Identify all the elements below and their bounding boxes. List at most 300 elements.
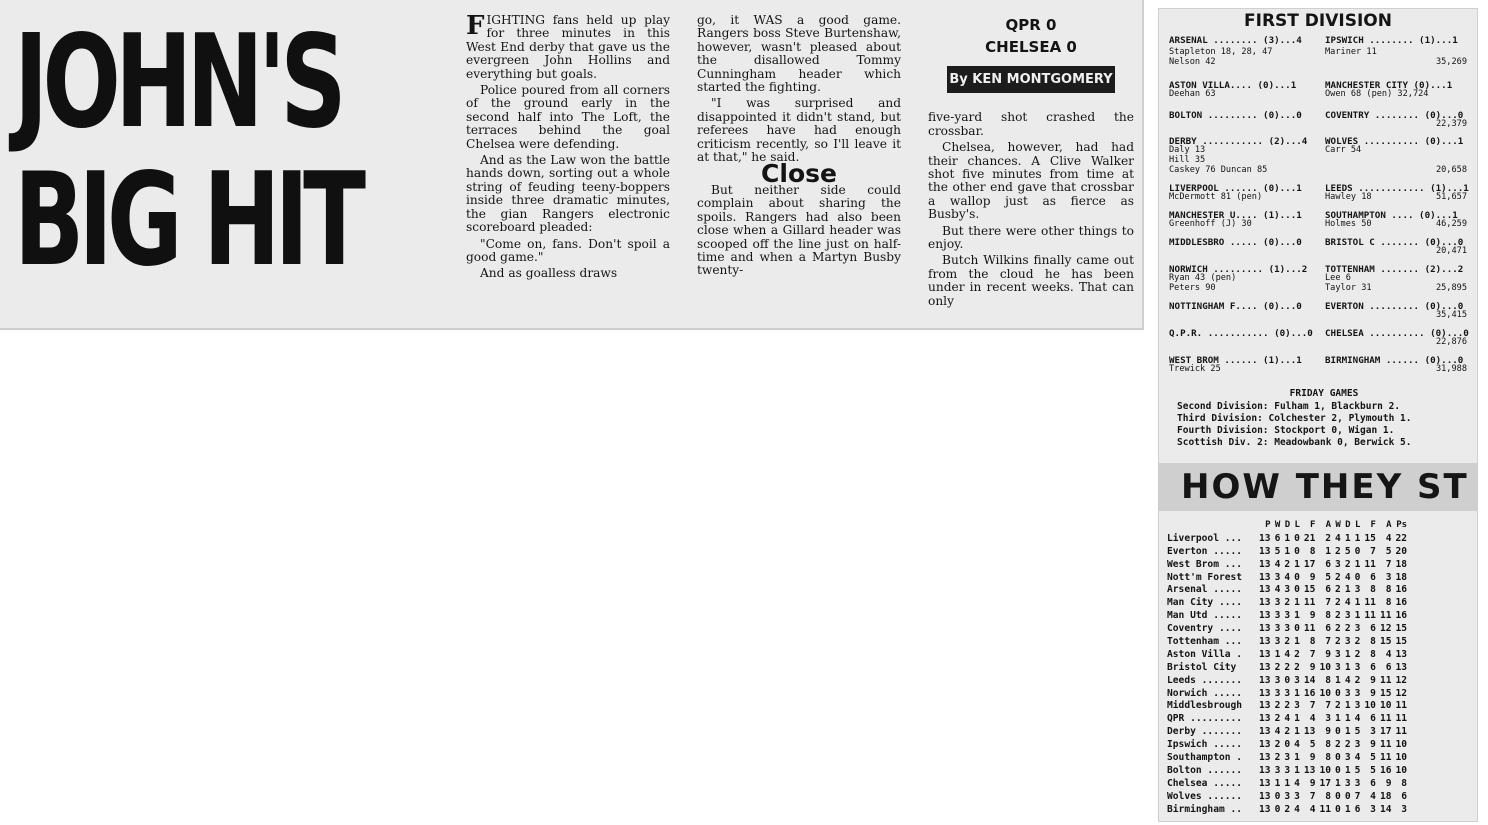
table-cell: 4: [1274, 726, 1281, 738]
table-cell: 9: [1325, 726, 1332, 738]
table-cell: 13: [1395, 661, 1408, 673]
table-cell: 7: [1309, 648, 1316, 660]
table-cell: 2: [1344, 623, 1351, 635]
match-result: [1165, 183, 1471, 210]
table-cell: 3: [1274, 674, 1281, 686]
team-name: Bolton ......: [1167, 764, 1243, 776]
table-cell: 0: [1354, 545, 1361, 557]
away-scorers: Lee 6: [1325, 273, 1351, 283]
table-cell: 2: [1354, 648, 1361, 660]
table-cell: 18: [1379, 790, 1392, 802]
table-cell: 6: [1370, 661, 1376, 673]
table-cell: 4: [1284, 648, 1291, 660]
table-cell: 3: [1284, 790, 1291, 802]
table-cell: 10: [1395, 739, 1408, 751]
table-cell: 3: [1274, 687, 1281, 699]
table-cell: 3: [1401, 803, 1408, 815]
table-cell: 13: [1259, 545, 1271, 557]
table-cell: 1: [1344, 764, 1351, 776]
table-cell: 3: [1335, 648, 1341, 660]
match-result: [1165, 237, 1471, 264]
table-cell: 13: [1259, 700, 1271, 712]
table-cell: 3: [1370, 726, 1376, 738]
table-cell: 7: [1325, 597, 1332, 609]
paragraph: Butch Wilkins finally came out from the cloud he has been under in recent weeks. That can only: [928, 253, 1134, 308]
column-header: A: [1325, 520, 1332, 531]
table-row: [1165, 790, 1409, 803]
article-column-1: [466, 11, 670, 284]
away-team: CHELSEA .......... (0)...0: [1325, 328, 1469, 339]
paragraph: And as goalless draws: [480, 266, 618, 281]
table-cell: 3: [1344, 635, 1351, 647]
table-cell: 3: [1274, 571, 1281, 583]
table-cell: 0: [1274, 803, 1281, 815]
table-cell: 6: [1370, 571, 1376, 583]
home-scorers: Daly 13: [1169, 145, 1206, 155]
table-cell: 10: [1395, 751, 1408, 763]
table-cell: 8: [1370, 635, 1376, 647]
table-cell: 1: [1335, 777, 1341, 789]
table-cell: 11: [1379, 713, 1392, 725]
away-scorers: Hawley 18: [1325, 192, 1372, 202]
table-row: [1165, 596, 1409, 609]
table-cell: 2: [1335, 610, 1341, 622]
table-cell: 0: [1335, 687, 1341, 699]
table-cell: 2: [1294, 661, 1300, 673]
table-cell: 0: [1335, 790, 1341, 802]
table-cell: 6: [1370, 713, 1376, 725]
table-cell: 2: [1344, 739, 1351, 751]
paragraph: "I was surprised and disappointed it didn't stand, but referees have had enough criticism recently, so I'll leave it at that," he said.: [697, 96, 901, 165]
table-cell: 9: [1309, 571, 1316, 583]
table-cell: 4: [1309, 803, 1316, 815]
table-cell: 5: [1354, 726, 1361, 738]
table-row: [1165, 648, 1409, 661]
table-cell: 3: [1274, 764, 1281, 776]
table-cell: 3: [1335, 661, 1341, 673]
team-name: Everton .....: [1167, 545, 1243, 557]
table-cell: 18: [1395, 571, 1408, 583]
paragraph: But neither side could complain about sharing the spoils. Rangers had also been close when a Gillard header was scooped off the line just on half-time and when a Martyn Busby twenty-: [697, 182, 901, 278]
table-cell: 8: [1325, 739, 1332, 751]
table-cell: 1: [1294, 610, 1300, 622]
table-cell: 22: [1395, 532, 1408, 544]
table-cell: 5: [1325, 571, 1332, 583]
table-cell: 2: [1354, 635, 1361, 647]
team-name: Ipswich .....: [1167, 739, 1243, 751]
match-result: [1165, 210, 1471, 237]
table-cell: 7: [1385, 558, 1392, 570]
table-row: [1165, 803, 1409, 816]
table-cell: 10: [1395, 764, 1408, 776]
table-cell: 11: [1379, 739, 1392, 751]
table-row: [1165, 609, 1409, 622]
column-header: [1165, 519, 1257, 532]
table-cell: 16: [1379, 764, 1392, 776]
table-cell: 6: [1325, 623, 1332, 635]
table-cell: 4: [1274, 584, 1281, 596]
table-cell: 2: [1284, 558, 1291, 570]
table-cell: 1: [1344, 648, 1351, 660]
table-cell: 14: [1379, 803, 1392, 815]
table-cell: 16: [1303, 687, 1316, 699]
friday-result: Second Division: Fulham 1, Blackburn 2.: [1177, 401, 1401, 412]
table-row: [1165, 558, 1409, 571]
column-header: D: [1284, 520, 1291, 531]
table-cell: 0: [1335, 764, 1341, 776]
table-cell: 11: [1395, 726, 1408, 738]
table-cell: 13: [1259, 597, 1271, 609]
table-cell: 1: [1294, 713, 1300, 725]
table-cell: 1: [1335, 674, 1341, 686]
attendance: 20,471: [1435, 246, 1467, 256]
table-cell: 11: [1379, 751, 1392, 763]
table-cell: 1: [1354, 532, 1361, 544]
table-row: [1165, 699, 1409, 712]
away-team: MANCHESTER CITY (0)...1: [1325, 80, 1453, 91]
table-cell: 11: [1379, 610, 1392, 622]
score-away: CHELSEA 0: [985, 38, 1077, 56]
table-cell: 2: [1294, 648, 1300, 660]
away-scorers: Owen 68 (pen) 32,724: [1325, 89, 1429, 99]
table-cell: 17: [1319, 777, 1332, 789]
table-cell: 13: [1259, 764, 1271, 776]
table-cell: 0: [1294, 532, 1300, 544]
table-cell: 10: [1364, 700, 1376, 712]
table-cell: 15: [1364, 532, 1376, 544]
table-cell: 1: [1344, 700, 1351, 712]
table-cell: 4: [1294, 803, 1300, 815]
table-cell: 7: [1309, 700, 1316, 712]
table-row: [1165, 712, 1409, 725]
attendance: 25,895: [1435, 283, 1467, 293]
team-name: West Brom ...: [1167, 558, 1243, 570]
table-cell: 13: [1259, 726, 1271, 738]
table-cell: 13: [1259, 648, 1271, 660]
table-cell: 0: [1335, 803, 1341, 815]
team-name: Aston Villa .: [1167, 648, 1243, 660]
match-result: [1165, 80, 1471, 98]
table-row: [1165, 725, 1409, 738]
home-scorers: McDermott 81 (pen): [1169, 192, 1263, 202]
table-cell: 4: [1344, 597, 1351, 609]
table-cell: 13: [1259, 777, 1271, 789]
table-cell: 2: [1274, 739, 1281, 751]
column-header: A: [1386, 520, 1392, 531]
team-name: Arsenal .....: [1167, 584, 1243, 596]
home-scorers: Ryan 43 (pen): [1169, 273, 1237, 283]
table-cell: 3: [1344, 687, 1351, 699]
table-cell: 9: [1309, 661, 1316, 673]
team-name: Birmingham ..: [1167, 803, 1243, 815]
table-cell: 2: [1284, 726, 1291, 738]
paragraph: And as the Law won the battle hands down, sorting out a whole string of feuding teeny-boppers inside three dramatic minutes, the gian Rangers electronic scoreboard pleaded:: [466, 153, 670, 235]
table-cell: 1: [1354, 597, 1361, 609]
table-cell: 17: [1303, 558, 1316, 570]
table-cell: 2: [1335, 739, 1341, 751]
table-cell: 15: [1395, 623, 1408, 635]
table-cell: 9: [1325, 648, 1332, 660]
table-cell: 2: [1335, 623, 1341, 635]
match-result: [1165, 110, 1471, 128]
table-row: [1165, 583, 1409, 596]
league-table: [1165, 519, 1409, 815]
home-scorers: Stapleton 18, 28, 47: [1169, 47, 1273, 57]
score-home: QPR 0: [1005, 16, 1057, 34]
table-cell: 15: [1395, 635, 1408, 647]
friday-games-title: FRIDAY GAMES: [1289, 388, 1359, 399]
team-name: Man City ....: [1167, 597, 1243, 609]
column-header: F: [1370, 520, 1376, 531]
table-cell: 3: [1284, 584, 1291, 596]
headline-line-1: JOHN'S: [14, 8, 341, 157]
table-cell: 5: [1370, 751, 1376, 763]
paragraph: FIGHTING fans held up play for three minutes in this West End derby that gave us the evergreen John Hollins and everything but goals.: [466, 11, 670, 81]
table-cell: 2: [1335, 597, 1341, 609]
table-row: [1165, 764, 1409, 777]
team-name: Nott'm Forest: [1167, 571, 1243, 583]
table-cell: 10: [1319, 687, 1332, 699]
table-cell: 6: [1354, 803, 1361, 815]
table-cell: 13: [1259, 739, 1271, 751]
table-cell: 5: [1354, 764, 1361, 776]
table-cell: 12: [1395, 674, 1408, 686]
table-cell: 6: [1401, 790, 1408, 802]
table-cell: 11: [1319, 803, 1332, 815]
table-cell: 12: [1395, 687, 1408, 699]
table-cell: 11: [1364, 597, 1376, 609]
attendance: 35,415: [1435, 310, 1467, 320]
team-name: Southampton .: [1167, 751, 1243, 763]
table-cell: 18: [1395, 558, 1408, 570]
table-cell: 7: [1354, 790, 1361, 802]
table-cell: 3: [1274, 610, 1281, 622]
table-cell: 2: [1335, 545, 1341, 557]
results-clipping: [1158, 8, 1478, 822]
table-cell: 3: [1344, 610, 1351, 622]
table-cell: 4: [1309, 713, 1316, 725]
table-cell: 9: [1309, 751, 1316, 763]
table-row: [1165, 571, 1409, 584]
table-cell: 3: [1284, 751, 1291, 763]
table-cell: 6: [1370, 777, 1376, 789]
attendance: 22,379: [1435, 119, 1467, 129]
away-team: LEEDS ............ (1)...1: [1325, 183, 1469, 194]
table-cell: 20: [1395, 545, 1408, 557]
table-cell: 3: [1284, 610, 1291, 622]
table-cell: 4: [1354, 751, 1361, 763]
table-cell: 3: [1335, 558, 1341, 570]
team-name: Coventry ....: [1167, 623, 1243, 635]
table-cell: 13: [1259, 532, 1271, 544]
away-team: BRISTOL C ....... (0)...0: [1325, 237, 1464, 248]
table-cell: 5: [1274, 545, 1281, 557]
home-scorers: Peters 90: [1169, 283, 1216, 293]
table-cell: 2: [1274, 661, 1281, 673]
table-cell: 0: [1284, 739, 1291, 751]
table-cell: 3: [1284, 764, 1291, 776]
table-cell: 2: [1354, 674, 1361, 686]
table-cell: 3: [1385, 571, 1392, 583]
table-cell: 3: [1370, 803, 1376, 815]
match-result: [1165, 264, 1471, 301]
table-row: [1165, 622, 1409, 635]
friday-result: Scottish Div. 2: Meadowbank 0, Berwick 5.: [1177, 437, 1412, 448]
table-cell: 1: [1354, 558, 1361, 570]
column-header: F: [1310, 520, 1316, 531]
table-cell: 3: [1284, 687, 1291, 699]
table-cell: 4: [1385, 532, 1392, 544]
table-cell: 1: [1294, 764, 1300, 776]
table-cell: 8: [1325, 610, 1332, 622]
table-cell: 3: [1284, 623, 1291, 635]
table-cell: 9: [1385, 777, 1392, 789]
table-cell: 3: [1344, 751, 1351, 763]
table-cell: 1: [1294, 558, 1300, 570]
home-team: DERBY ........... (2)...4: [1169, 136, 1308, 147]
table-cell: 1: [1294, 597, 1300, 609]
table-cell: 3: [1354, 584, 1361, 596]
home-team: ASTON VILLA.... (0)...1: [1169, 80, 1297, 91]
table-row: [1165, 777, 1409, 790]
table-cell: 4: [1284, 571, 1291, 583]
attendance: 35,269: [1435, 57, 1467, 67]
table-cell: 11: [1303, 623, 1316, 635]
table-cell: 16: [1395, 610, 1408, 622]
table-cell: 2: [1284, 661, 1291, 673]
table-cell: 2: [1284, 635, 1291, 647]
table-cell: 1: [1294, 687, 1300, 699]
table-row: [1165, 532, 1409, 545]
table-cell: 1: [1335, 713, 1341, 725]
table-cell: 3: [1294, 790, 1300, 802]
table-cell: 4: [1344, 571, 1351, 583]
table-cell: 3: [1274, 635, 1281, 647]
table-cell: 4: [1370, 790, 1376, 802]
table-cell: 13: [1259, 687, 1271, 699]
table-cell: 4: [1385, 648, 1392, 660]
table-cell: 11: [1379, 674, 1392, 686]
table-cell: 2: [1274, 713, 1281, 725]
team-name: Bristol City: [1167, 661, 1237, 673]
table-cell: 10: [1319, 661, 1332, 673]
table-cell: 7: [1325, 700, 1332, 712]
article-column-2: [697, 14, 901, 281]
table-cell: 13: [1303, 764, 1316, 776]
table-cell: 1: [1294, 751, 1300, 763]
table-cell: 4: [1294, 777, 1300, 789]
table-cell: 1: [1344, 803, 1351, 815]
paragraph: But there were other things to enjoy.: [928, 223, 1134, 252]
team-name: Leeds .......: [1167, 674, 1243, 686]
away-scorers: Holmes 50: [1325, 219, 1372, 229]
table-cell: 1: [1274, 777, 1281, 789]
paragraph: Police poured from all corners of the ground early in the second half into The Loft, the terraces behind the goal Chelsea were defending.: [466, 83, 670, 151]
table-cell: 11: [1395, 700, 1408, 712]
attendance: 51,657: [1435, 192, 1467, 202]
away-team: IPSWICH ........ (1)...1: [1325, 35, 1458, 46]
table-cell: 13: [1259, 790, 1271, 802]
away-scorers: Carr 54: [1325, 145, 1362, 155]
subheading: Close: [761, 159, 837, 189]
home-team: WEST BROM ...... (1)...1: [1169, 355, 1302, 366]
away-team: SOUTHAMPTON .... (0)...1: [1325, 210, 1458, 221]
match-result: [1165, 328, 1471, 355]
table-cell: 5: [1309, 739, 1316, 751]
table-cell: 6: [1385, 661, 1392, 673]
attendance: 31,988: [1435, 364, 1467, 374]
table-cell: 3: [1354, 777, 1361, 789]
table-cell: 11: [1303, 597, 1316, 609]
table-cell: 0: [1354, 571, 1361, 583]
table-cell: 2: [1274, 700, 1281, 712]
table-cell: 10: [1379, 700, 1392, 712]
table-cell: 15: [1303, 584, 1316, 596]
table-cell: 16: [1395, 597, 1408, 609]
table-row: [1165, 674, 1409, 687]
table-cell: 8: [1325, 751, 1332, 763]
table-cell: 3: [1294, 674, 1300, 686]
table-cell: 13: [1395, 648, 1408, 660]
table-cell: 0: [1284, 674, 1291, 686]
team-name: Tottenham ...: [1167, 635, 1243, 647]
table-cell: 1: [1284, 532, 1291, 544]
column-header: D: [1345, 520, 1351, 531]
table-cell: 14: [1303, 674, 1316, 686]
table-cell: 1: [1294, 726, 1300, 738]
home-scorers: Nelson 42: [1169, 57, 1216, 67]
table-cell: 3: [1354, 687, 1361, 699]
team-name: Norwich .....: [1167, 687, 1243, 699]
paragraph: go, it WAS a good game. Rangers boss Steve Burtenshaw, however, wasn't pleased about the disallowed Tommy Cunningham header which started the fighting.: [697, 13, 901, 95]
column-header: L: [1354, 520, 1361, 531]
match-scorers: [1165, 47, 1471, 80]
table-row: [1165, 751, 1409, 764]
table-cell: 3: [1274, 597, 1281, 609]
table-row: [1165, 545, 1409, 558]
table-cell: 2: [1335, 571, 1341, 583]
table-cell: 16: [1395, 584, 1408, 596]
table-cell: 0: [1344, 790, 1351, 802]
table-cell: 21: [1303, 532, 1316, 544]
table-cell: 2: [1344, 558, 1351, 570]
table-cell: 1: [1294, 635, 1300, 647]
home-team: NORWICH ......... (1)...2: [1169, 264, 1308, 275]
table-cell: 4: [1294, 739, 1300, 751]
table-cell: 2: [1274, 751, 1281, 763]
headline-line-2: BIG HIT: [14, 146, 361, 295]
article-column-3: [928, 14, 1134, 311]
table-cell: 13: [1259, 571, 1271, 583]
attendance: 20,658: [1435, 165, 1467, 175]
table-cell: 4: [1284, 713, 1291, 725]
table-cell: 7: [1325, 635, 1332, 647]
team-name: Liverpool ...: [1167, 532, 1243, 544]
table-cell: 13: [1259, 623, 1271, 635]
table-cell: 2: [1284, 803, 1291, 815]
table-cell: 13: [1259, 661, 1271, 673]
table-cell: 1: [1344, 532, 1351, 544]
away-team: TOTTENHAM ....... (2)...2: [1325, 264, 1464, 275]
table-cell: 12: [1379, 623, 1392, 635]
table-cell: 4: [1274, 558, 1281, 570]
team-name: Middlesbrough: [1167, 700, 1243, 712]
table-cell: 4: [1354, 713, 1361, 725]
home-team: ARSENAL ........ (3)...4: [1169, 35, 1302, 46]
match-result: [1165, 355, 1471, 382]
table-cell: 2: [1325, 532, 1332, 544]
away-scorers: Mariner 11: [1325, 47, 1377, 57]
